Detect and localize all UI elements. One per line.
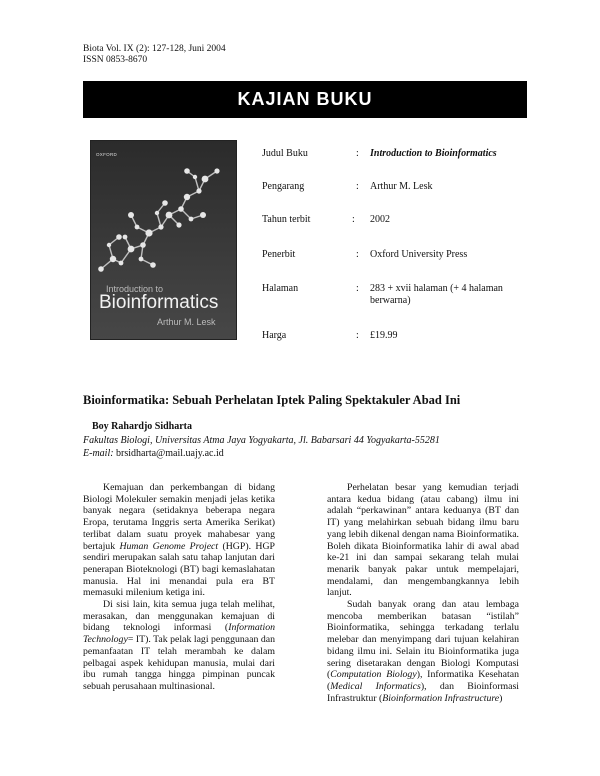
text-run: ) <box>499 692 503 704</box>
cover-publisher: OXFORD <box>96 152 118 157</box>
info-label: Halaman <box>262 283 299 294</box>
text-run: Medical Informatics <box>330 680 421 692</box>
info-label: Pengarang <box>262 181 305 192</box>
body-column-left <box>83 482 275 693</box>
info-label: Penerbit <box>262 249 296 260</box>
text-run: Di sisi lain, kita semua juga telah melihat, merasakan, dan menggunakan kemajuan di bidang teknologi informasi ( <box>83 599 275 634</box>
info-colon: : <box>356 283 359 294</box>
journal-citation: Biota Vol. IX (2): 127-128, Juni 2004 <box>83 44 226 54</box>
issn: ISSN 0853-8670 <box>83 55 148 65</box>
author-email <box>83 448 224 459</box>
text-run: Human Genome Project <box>119 540 219 552</box>
info-label: Judul Buku <box>262 148 308 159</box>
text-run: Bioinformation Infrastructure <box>382 692 500 704</box>
info-colon: : <box>352 214 355 225</box>
text-run: ), Informatika Kesehatan ( <box>327 669 519 692</box>
email-address: brsidharta@mail.uajy.ac.id <box>116 448 224 459</box>
section-title: KAJIAN BUKU <box>237 89 373 109</box>
info-value: 2002 <box>370 214 390 225</box>
paragraph <box>83 599 275 693</box>
info-label: Harga <box>262 330 287 341</box>
info-value: Oxford University Press <box>370 249 468 260</box>
article-author: Boy Rahardjo Sidharta <box>92 421 193 432</box>
info-colon: : <box>356 181 359 192</box>
journal-header <box>83 44 226 66</box>
info-value: Introduction to Bioinformatics <box>370 148 497 159</box>
paragraph: Perhelatan besar yang kemudian terjadi antara kedua bidang (atau cabang) ilmu ini adalah “perkawinan” antara keduanya (BT dan IT) yang melahirkan sebuah bidang ilmu baru yang lebih dikenal dengan nama Bioinformatika. Boleh dikata Bioinformatika lahir di awal abad ke-21 ini dan sampai sekarang telah mulai menarik banyak pakar untuk mempelajari, mendalami, dan mengembangkannya lebih lanjut. <box>327 482 519 599</box>
text-run: Computation Biology <box>330 669 417 681</box>
info-value: 283 + xvii halaman (+ 4 halaman berwarna) <box>370 283 503 306</box>
info-colon: : <box>356 330 359 341</box>
author-affiliation: Fakultas Biologi, Universitas Atma Jaya Yogyakarta, Jl. Babarsari 44 Yogyakarta-55281 <box>83 435 440 446</box>
body-column-right <box>327 482 519 704</box>
section-banner <box>83 81 527 118</box>
cover-subtitle: Introduction to <box>106 284 164 294</box>
info-label: Tahun terbit <box>262 214 311 225</box>
info-value: Arthur M. Lesk <box>370 181 433 192</box>
text-run: (HGP). HGP sendiri merupakan salah satu tahap lanjutan dari penerapan Bioteknologi (BT) bagi kemaslahatan manusia. Hal ini menandai pula era BT memasuki milenium ketiga ini. <box>83 540 275 599</box>
info-colon: : <box>356 249 359 260</box>
text-run: Kemajuan dan perkembangan di bidang Biologi Molekuler semakin menjadi jelas ketika banyak negara (setidaknya beberapa negara Eropa, terutama Inggris serta Amerika Serikat) terlibat dalam suatu proyek mahabesar yang bertajuk <box>83 482 275 552</box>
paragraph <box>83 482 275 599</box>
article-title: Bioinformatika: Sebuah Perhelatan Iptek Paling Spektakuler Abad Ini <box>83 393 461 407</box>
info-colon: : <box>356 148 359 159</box>
text-run: Sudah banyak orang dan atau lembaga mencoba memberikan batasan “istilah” Bioinformatika, sehingga terkadang terlalu melebar dan menyimpang dari tujuan kelahiran bidang ilmu ini. Selain itu Bioinformatika juga sering disetarakan dengan Biologi Komputasi ( <box>327 599 519 681</box>
text-run: Information Technology <box>83 622 275 646</box>
text-run: ), dan Bioinformasi Infrastruktur ( <box>327 680 519 704</box>
email-label: E-mail: <box>83 448 114 459</box>
text-run: = IT). Tak pelak lagi penggunaan dan pemanfaatan IT telah merambah ke dalam pelbagai aspek kehidupan manusia, mulai dari ibu rumah tangga hingga pimpinan puncak sebuah perusahaan multinasional. <box>83 634 275 692</box>
cover-title: Bioinformatics <box>99 292 219 313</box>
book-cover-image <box>90 140 237 340</box>
paragraph <box>327 599 519 704</box>
info-value: £19.99 <box>370 330 398 341</box>
cover-author: Arthur M. Lesk <box>157 317 216 327</box>
